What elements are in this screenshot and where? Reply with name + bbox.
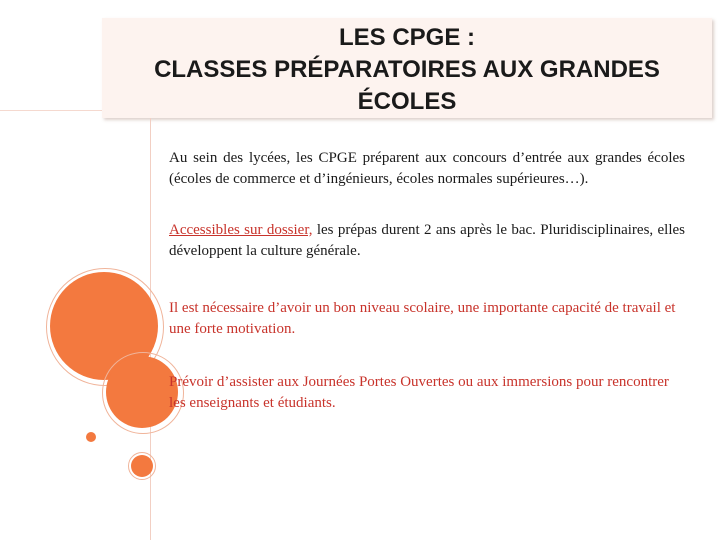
paragraph-admission [169,220,685,262]
paragraph-requirements: Il est nécessaire d’avoir un bon niveau scolaire, une importante capacité de travail et une forte motivation. [169,300,676,337]
decorative-circle-tiny [86,432,96,442]
title-line-2: CLASSES PRÉPARATOIRES AUX GRANDES [154,56,660,83]
admission-highlight: Accessibles sur dossier, [169,222,313,238]
decorative-top-line [0,110,102,111]
title-banner [102,18,712,118]
admission-rest: les prépas durent 2 ans après le bac. Pluridisciplinaires, elles développent la culture générale. [169,222,685,259]
paragraph-open-days: Prévoir d’assister aux Journées Portes Ouvertes ou aux immersions pour rencontrer les enseignants et étudiants. [169,374,669,411]
decorative-circle-medium [106,356,178,428]
title-line-3: ÉCOLES [357,88,457,115]
page-title [102,22,712,118]
decorative-ring-small [128,452,156,480]
paragraph-cpge-intro: Au sein des lycées, les CPGE préparent aux concours d’entrée aux grandes écoles (écoles de commerce et d’ingénieurs, écoles normales supérieures…). [169,150,685,187]
title-line-1: LES CPGE : [338,24,476,51]
